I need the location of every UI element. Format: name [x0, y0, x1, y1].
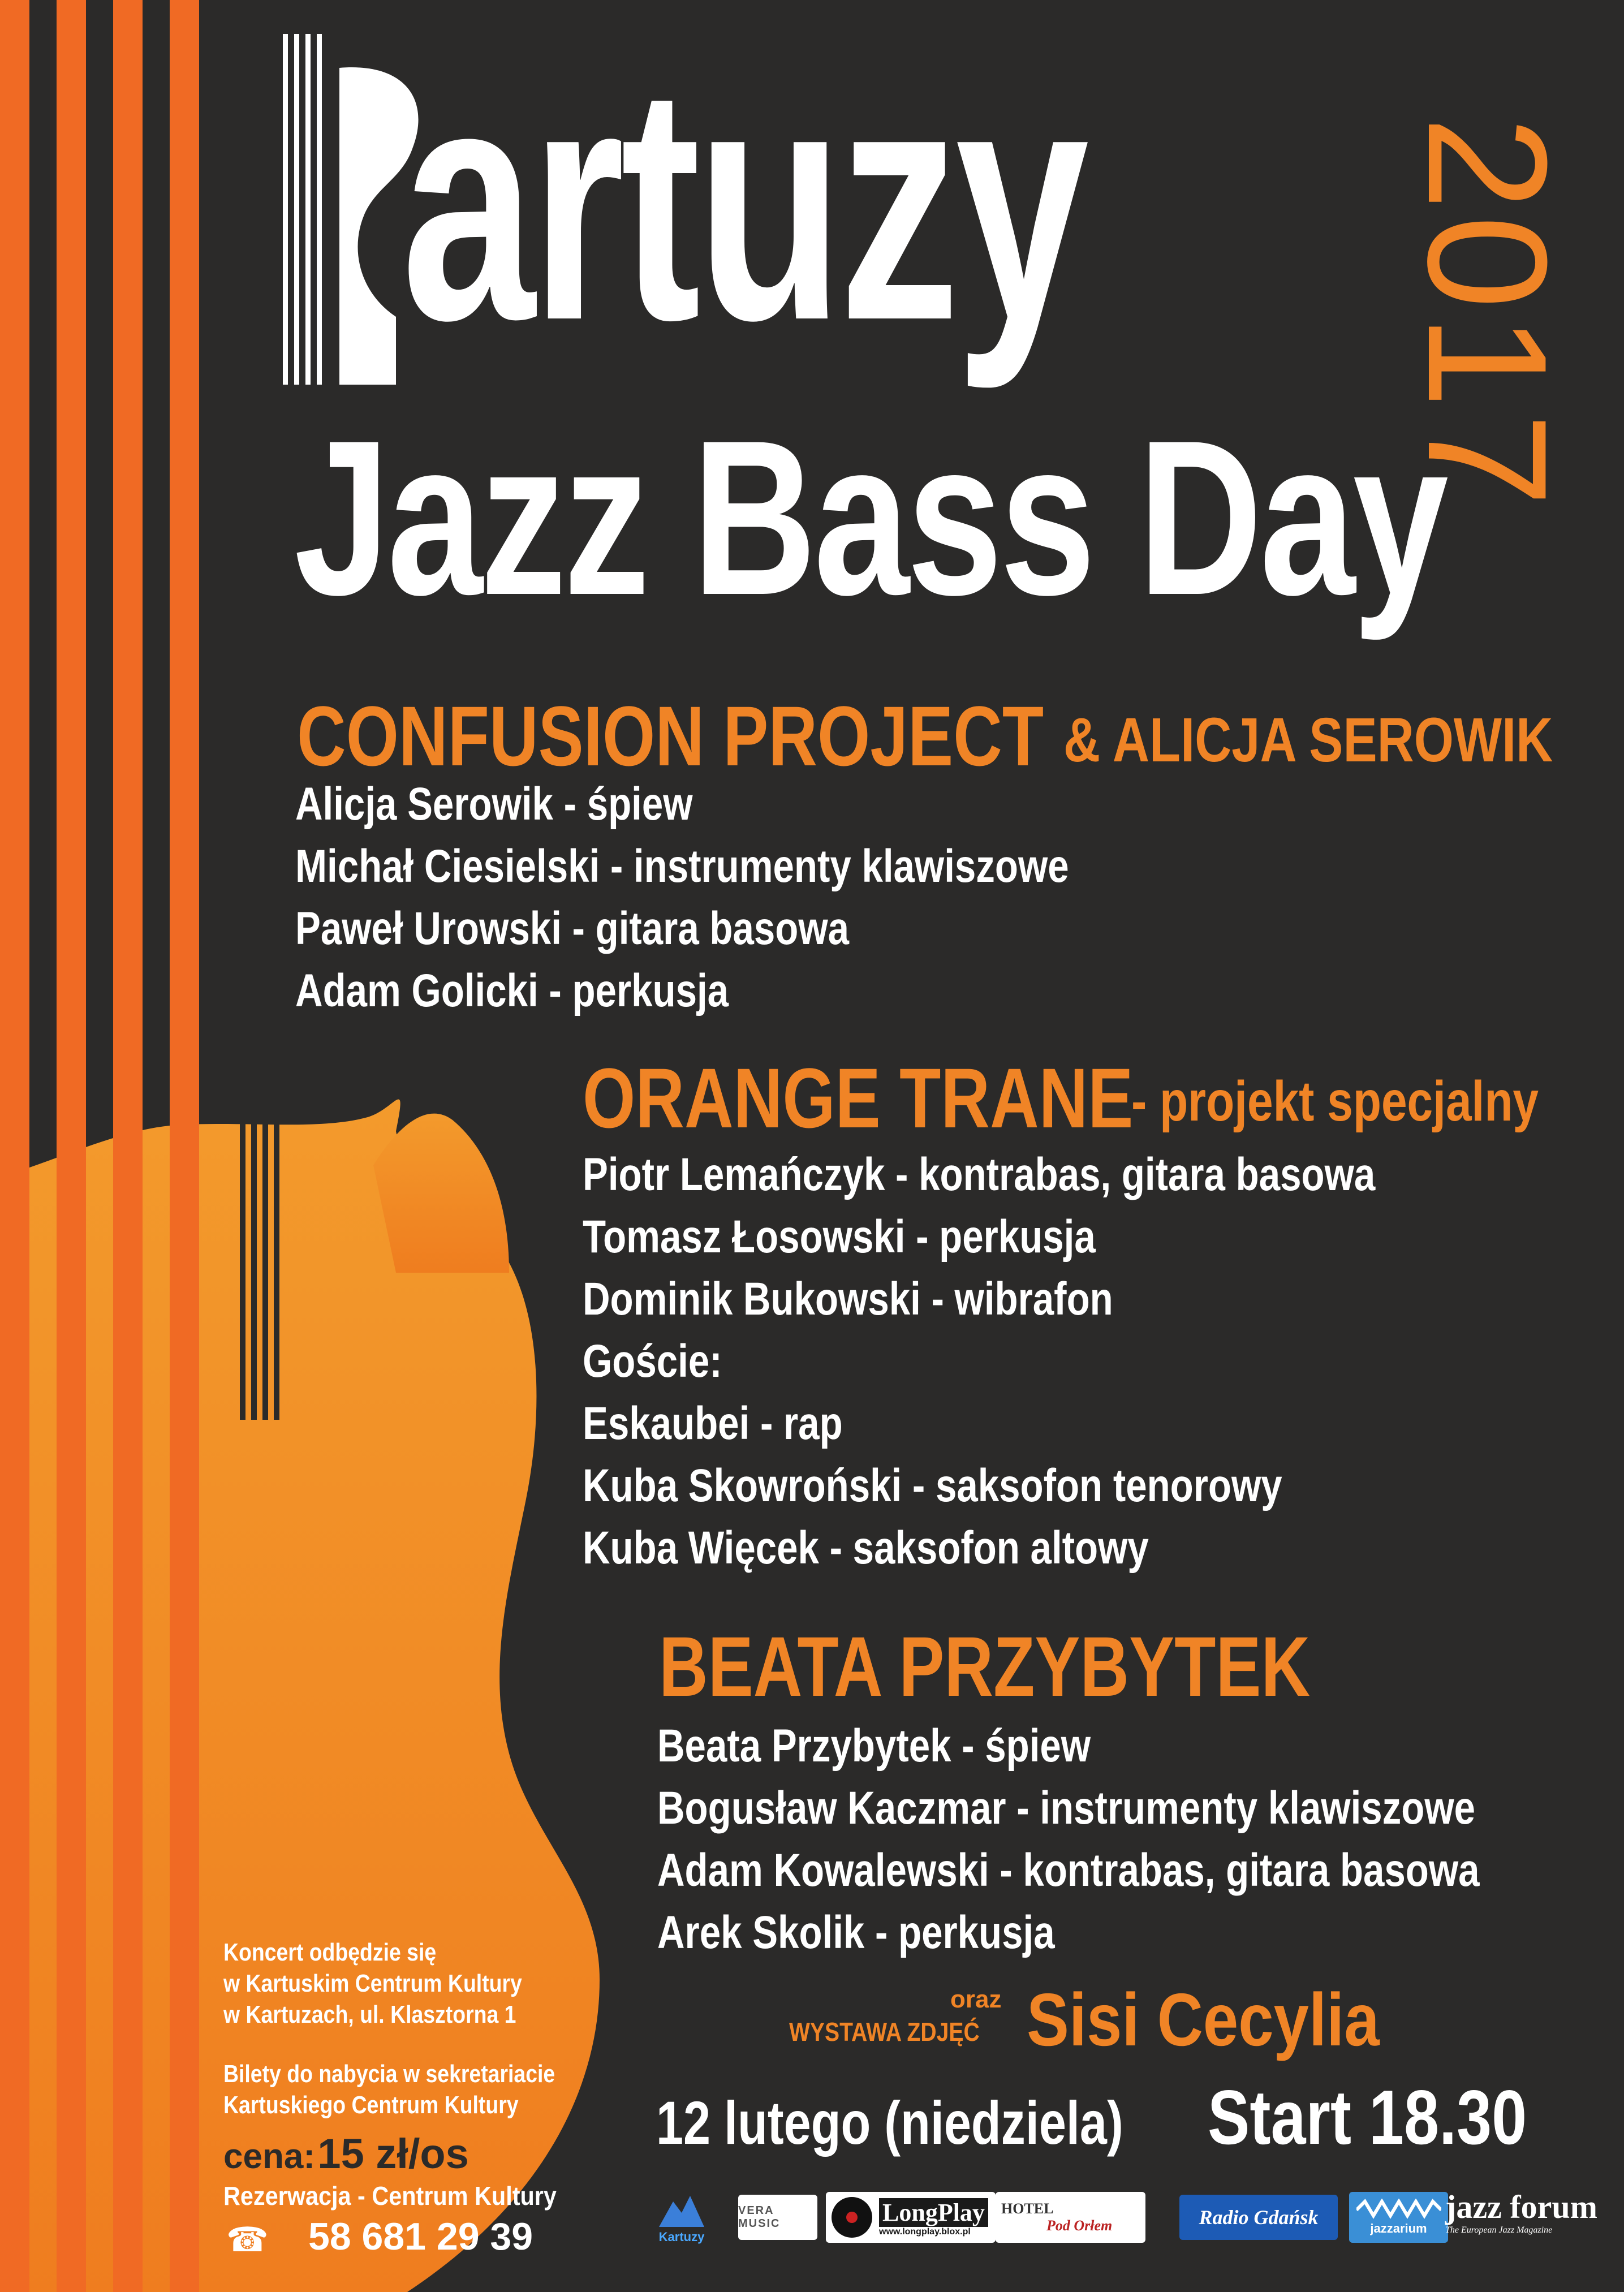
sponsor-jazz-forum: jazz forum — [1445, 2188, 1597, 2225]
member: Piotr Lemańczyk - kontrabas, gitara basowa — [583, 1149, 1376, 1200]
vinyl-icon — [829, 2195, 875, 2240]
radio-gdansk-logo — [1179, 2195, 1338, 2240]
year: 2017 — [1393, 116, 1583, 512]
date: 12 lutego (niedziela) — [656, 2088, 1123, 2157]
start-time: Start 18.30 — [1208, 2074, 1527, 2160]
kartuzy-logo — [651, 2183, 713, 2251]
member: Eskaubei - rap — [583, 1398, 843, 1449]
venue-line1: Koncert odbędzie się — [223, 1938, 437, 1966]
member: Tomasz Łosowski - perkusja — [583, 1211, 1096, 1263]
price-label: cena: — [223, 2137, 315, 2176]
member: Michał Ciesielski - instrumenty klawiszowe — [295, 841, 1069, 892]
member: Dominik Bukowski - wibrafon — [583, 1273, 1113, 1325]
sponsor-jazzarium: jazzarium — [1370, 2221, 1427, 2235]
jazzarium-wave-icon — [1356, 2199, 1441, 2221]
band-suffix: & ALICJA SEROWIK — [1063, 705, 1553, 775]
member: Beata Przybytek - śpiew — [657, 1720, 1091, 1772]
sponsor-jazz-forum-tagline: The European Jazz Magazine — [1445, 2225, 1553, 2235]
phone-icon: ☎ — [226, 2221, 269, 2259]
band-orange-trane: ORANGE TRANE — [583, 1050, 1134, 1145]
sponsor-radio-gdansk: Radio Gdańsk — [1199, 2206, 1319, 2229]
member: Kuba Skowroński - saksofon tenorowy — [583, 1460, 1282, 1511]
longplay-logo — [826, 2192, 996, 2243]
exhibition-name: Sisi Cecylia — [1027, 1978, 1380, 2061]
tickets-line1: Bilety do nabycia w sekretariacie — [223, 2060, 555, 2088]
vera-music-logo — [738, 2195, 817, 2240]
reservation: Rezerwacja - Centrum Kultury — [223, 2181, 557, 2211]
member: Goście: — [583, 1335, 722, 1387]
sponsor-pod-orlem: Pod Orłem — [1046, 2217, 1113, 2234]
title-line2: Jazz Bass Day — [294, 394, 1446, 641]
sponsor-hotel: HOTEL — [1001, 2200, 1054, 2217]
venue-line2: w Kartuskim Centrum Kultury — [223, 1970, 522, 1997]
sponsor-longplay: LongPlay — [879, 2198, 988, 2227]
sponsor-kartuzy: Kartuzy — [658, 2230, 705, 2244]
member: Paweł Urowski - gitara basowa — [295, 903, 850, 954]
member: Alicja Serowik - śpiew — [295, 778, 693, 830]
price — [223, 2130, 469, 2178]
member: Bogusław Kaczmar - instrumenty klawiszowe — [657, 1782, 1476, 1834]
exhibition-label: WYSTAWA ZDJĘĆ — [789, 2017, 980, 2047]
venue-line3: w Kartuzach, ul. Klasztorna 1 — [223, 2001, 516, 2028]
band-name: CONFUSION PROJECT — [297, 688, 1044, 783]
member: Adam Golicki - perkusja — [295, 965, 729, 1016]
sponsor-longplay-url: www.longplay.blox.pl — [879, 2226, 971, 2237]
kartuzy-logo-icon — [656, 2190, 707, 2230]
title-line1: artuzy — [402, 17, 1085, 390]
tickets-line2: Kartuskiego Centrum Kultury — [223, 2091, 519, 2119]
jazzarium-logo — [1349, 2192, 1448, 2243]
price-value: 15 zł/os — [317, 2130, 469, 2177]
band-suffix: - projekt specjalny — [1131, 1070, 1539, 1133]
hotel-pod-orlem-logo — [996, 2192, 1145, 2243]
exhibition-oraz: oraz — [950, 1985, 1002, 2013]
jazz-forum-logo — [1445, 2189, 1597, 2235]
band-beata-przybytek: BEATA PRZYBYTEK — [659, 1619, 1311, 1714]
sponsor-vera-music: VERA MUSIC — [738, 2204, 781, 2230]
phone-number: 58 681 29 39 — [308, 2215, 533, 2258]
member: Arek Skolik - perkusja — [657, 1907, 1055, 1958]
member: Adam Kowalewski - kontrabas, gitara basowa — [657, 1845, 1480, 1896]
title-strings — [283, 34, 419, 385]
member: Kuba Więcek - saksofon altowy — [583, 1522, 1149, 1574]
